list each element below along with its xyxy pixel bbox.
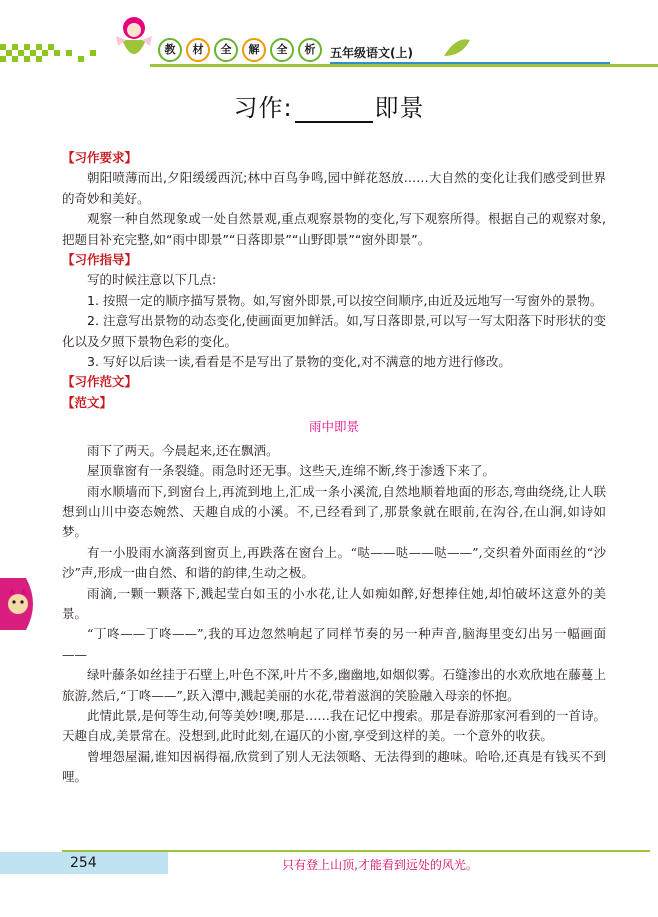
guidance-paragraph: 1. 按照一定的顺序描写景物。如,写窗外即景,可以按空间顺序,由近及远地写一写窗外的景物。 — [87, 292, 603, 308]
section-tag-guidance: 【习作指导】 — [62, 252, 138, 268]
essay-paragraph: 屋顶靠窗有一条裂缝。雨急时还无事。这些天,连绵不断,终于渗透下来了。 — [87, 463, 495, 479]
brand-char: 解 — [242, 38, 266, 62]
brand-char: 材 — [186, 38, 210, 62]
brand-char: 全 — [270, 38, 294, 62]
title-prefix: 习作: — [233, 94, 293, 122]
essay-paragraph: 雨水顺墙而下,到窗台上,再流到地上,汇成一条小溪流,自然地顺着地面的形态,弯曲绕绕,让人联想到山川中姿态婉然、天趣自成的小溪。不,已经看到了,那景象就在眼前,在沟谷,在山涧,如诗如梦。 — [62, 483, 606, 540]
title-suffix: 即景 — [374, 94, 425, 122]
grade-label: 五年级语文(上) — [330, 46, 413, 60]
header-rule-blue — [330, 62, 610, 64]
guidance-paragraph: 3. 写好以后读一读,看看是不是写出了景物的变化,对不满意的地方进行修改。 — [87, 354, 511, 370]
essay-paragraph: “丁咚——丁咚——”,我的耳边忽然响起了同样节奏的另一种声音,脑海里变幻出另一幅画面—— — [62, 626, 606, 662]
page-number: 254 — [70, 855, 97, 871]
side-pet-icon — [0, 578, 40, 630]
brand-char: 教 — [158, 38, 182, 62]
requirement-paragraph: 观察一种自然现象或一处自然景观,重点观察景物的变化,写下观察所得。根据自己的观察对象,把题目补充完整,如“雨中即景”“日落即景”“山野即景”“窗外即景”。 — [62, 211, 606, 247]
main-content — [62, 148, 606, 788]
brand-char: 全 — [214, 38, 238, 62]
essay-paragraph: 此情此景,是何等生动,何等美妙!噢,那是……我在记忆中搜索。那是春游那家河看到的一首诗。天趣自成,美景常在。没想到,此时此刻,在逼仄的小窗,享受到这样的美。一个意外的收获。 — [62, 707, 606, 744]
requirement-paragraph: 朝阳喷薄而出,夕阳缓缓西沉;林中百鸟争鸣,园中鲜花怒放……大自然的变化让我们感受到世界的奇妙和美好。 — [62, 170, 606, 206]
guidance-paragraph: 2. 注意写出景物的动态变化,使画面更加鲜活。如,写日落即景,可以写一写太阳落下时形状的变化以及夕照下景物色彩的变化。 — [62, 313, 606, 349]
fairy-mascot-icon — [112, 10, 156, 68]
guidance-paragraph: 写的时候注意以下几点: — [87, 272, 217, 288]
page-title — [0, 88, 658, 123]
section-tag-requirement: 【习作要求】 — [62, 150, 138, 165]
section-tag-essay: 【范文】 — [62, 394, 113, 410]
essay-paragraph: 雨下了两天。今晨起来,还在飘洒。 — [87, 442, 279, 458]
title-blank — [295, 101, 373, 123]
essay-paragraph: 绿叶藤条如丝挂于石壁上,叶色不深,叶片不多,幽幽地,如烟似雾。石缝渗出的水欢欣地在藤蔓上旅游,然后,“丁咚——”,跃入潭中,溅起美丽的水花,带着滋润的笑脸融入母亲的怀抱。 — [62, 667, 606, 703]
footer-motto: 只有登上山顶,才能看到远处的风光。 — [282, 858, 478, 872]
essay-title: 雨中即景 — [308, 419, 359, 435]
essay-paragraph: 雨滴,一颗一颗落下,溅起莹白如玉的小水花,让人如痴如醉,好想捧住她,却怕破坏这意外的美景。 — [62, 585, 606, 621]
page-header — [0, 0, 658, 80]
leaf-icon — [442, 36, 472, 60]
essay-paragraph: 曾埋怨屋漏,谁知因祸得福,欣赏到了别人无法领略、无法得到的趣味。哈哈,还真是有钱买不到哩。 — [62, 748, 606, 785]
series-brand — [158, 38, 322, 62]
header-rule — [150, 64, 658, 67]
brand-char: 析 — [298, 38, 322, 62]
section-tag-sample: 【习作范文】 — [62, 374, 138, 390]
essay-paragraph: 有一小股雨水滴落到窗页上,再跌落在窗台上。“哒——哒——哒——”,交织着外面雨丝的“沙沙”声,形成一曲自然、和谐的韵律,生动之极。 — [62, 544, 606, 581]
